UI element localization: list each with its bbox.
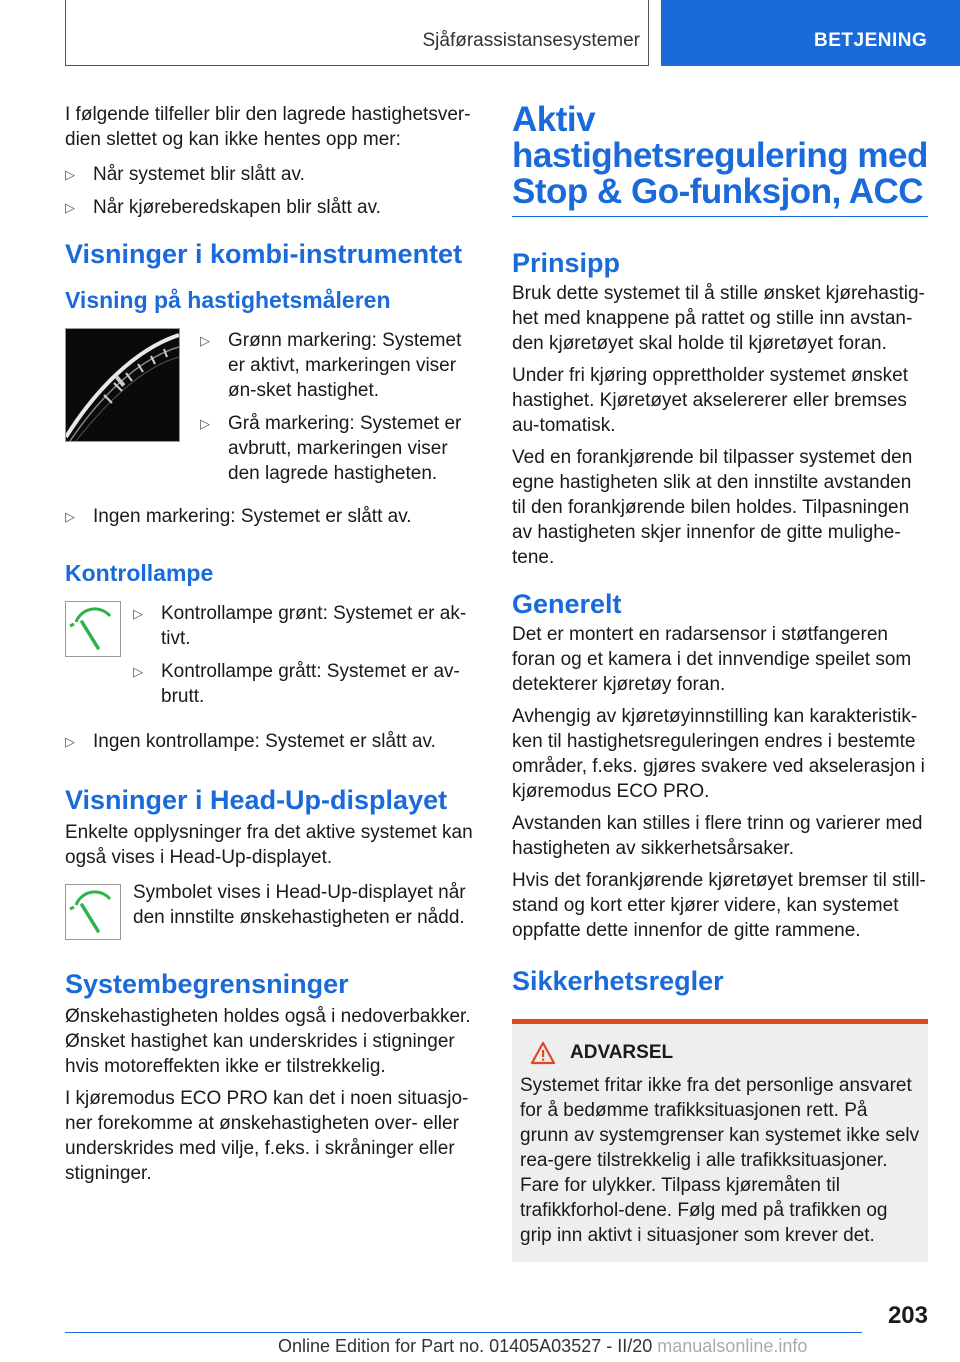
left-column: [65, 102, 477, 1193]
general-heading: Generelt: [512, 589, 622, 619]
limits-paragraph-1: Ønskehastigheten holdes også i nedoverbakker. Ønsket hastighet kan underskrides i stigninger hvis motoreffekten ikke er tilstrekkelig.: [65, 1006, 471, 1077]
footer-edition: Online Edition for Part no. 01405A03527 - II/20: [278, 1336, 653, 1356]
list-item: ▷ Grønn markering: Systemet er aktivt, markeringen viser øn-sket hastighet.: [200, 328, 477, 403]
speedometer-image: [65, 328, 180, 442]
lamp-heading: Kontrollampe: [65, 560, 214, 586]
intro-paragraph: I følgende tilfeller blir den lagrede hastighetsver-dien slettet og kan ikke hentes opp mer:: [65, 104, 471, 150]
principle-heading: Prinsipp: [512, 248, 621, 278]
list-item: ▷ Kontrollampe grått: Systemet er av-brutt.: [133, 659, 477, 709]
section-title: Sjåførassistansesystemer: [422, 30, 640, 51]
page-number: 203: [887, 1302, 928, 1329]
acc-hud-symbol-icon: [66, 885, 120, 939]
hud-symbol-text: Symbolet vises i Head-Up-displayet når den innstilte ønskehastigheten er nådd.: [133, 882, 466, 928]
list-item: ▷ Når kjøreberedskapen blir slått av.: [65, 195, 477, 220]
right-column: [512, 102, 928, 1262]
principle-paragraph-1: Bruk dette systemet til å stille ønsket kjørehastig-het med knappene på rattet og stille inn avstan-den kjøretøyet skal holde til kjøretøyet foran.: [512, 283, 925, 354]
limits-paragraph-2: I kjøremodus ECO PRO kan det i noen situasjo-ner forekomme at ønskehastigheten over- eller underskrides med vilje, f.eks. i skråninger eller stigninger.: [65, 1088, 469, 1184]
list-item: ▷ Grå markering: Systemet er avbrutt, markeringen viser den lagrede hastigheten.: [200, 411, 477, 486]
hud-row: [65, 880, 477, 940]
acc-green-lamp-icon: [66, 602, 120, 656]
general-paragraph-2: Avhengig av kjøretøyinnstilling kan karakteristik-ken til hastighetsreguleringen endres i bestemte områder, f.eks. gjøres svakere ved akselerasjon i kjøremodus ECO PRO.: [512, 706, 925, 802]
speedo-row: [65, 328, 477, 494]
chapter-tab-label: BETJENING: [814, 30, 928, 51]
general-paragraph-1: Det er montert en radarsensor i støtfangeren foran og et kamera i det innvendige speilet som detekterer kjøretøy foran.: [512, 624, 912, 695]
kombi-heading: Visninger i kombi-instrumentet: [65, 239, 463, 269]
footer-divider: [65, 1332, 862, 1333]
hud-paragraph: Enkelte opplysninger fra det aktive systemet kan også vises i Head-Up-displayet.: [65, 822, 473, 868]
hud-symbol-image: [65, 884, 121, 940]
warning-title-label: ADVARSEL: [570, 1042, 674, 1063]
warning-triangle-icon: [530, 1041, 556, 1065]
principle-paragraph-2: Under fri kjøring opprettholder systemet ønsket hastighet. Kjøretøyet akselererer eller bremses au-tomatisk.: [512, 365, 908, 436]
list-item: ▷ Når systemet blir slått av.: [65, 162, 477, 187]
list-item: ▷ Kontrollampe grønt: Systemet er ak-tivt.: [133, 601, 477, 651]
general-paragraph-3: Avstanden kan stilles i flere trinn og varierer med hastigheten av sikkerhetsårsaker.: [512, 813, 923, 859]
footer-brand: manualsonline.info: [657, 1336, 808, 1356]
page-title: Aktiv hastighetsregulering med Stop & Go-funksjon, ACC: [512, 102, 928, 217]
list-item: ▷ Ingen markering: Systemet er slått av.: [65, 504, 477, 529]
list-item: ▷ Ingen kontrollampe: Systemet er slått av.: [65, 729, 477, 754]
principle-paragraph-3: Ved en forankjørende bil tilpasser systemet den egne hastigheten slik at den innstilte avstanden til den forankjørende bilen holdes. Tilpasningen av hastigheten skjer innenfor de gitte mulighe-tene.: [512, 447, 913, 568]
warning-box: [512, 1019, 928, 1262]
lamp-row: [65, 601, 477, 717]
lamp-image: [65, 601, 121, 657]
safety-heading: Sikkerhetsregler: [512, 966, 724, 996]
limits-heading: Systembegrensninger: [65, 969, 349, 999]
header-box: [65, 0, 649, 66]
warning-title: [530, 1040, 920, 1065]
warning-text: Systemet fritar ikke fra det personlige ansvaret for å bedømme trafikksituasjonen rett. På grunn av systemgrenser kan systemet ikke selv rea-gere tilstrekkelig i alle trafikksituasjoner. Fare for ulykker. Tilpass kjøremåten til trafikkforhol-dene. Følg med på trafikken og grip inn aktivt i situasjoner som krever det.: [520, 1075, 920, 1246]
speedometer-dial-icon: [66, 329, 179, 441]
footer-text: [278, 1336, 807, 1357]
speedo-heading: Visning på hastighetsmåleren: [65, 287, 391, 313]
general-paragraph-4: Hvis det forankjørende kjøretøyet bremser til still-stand og kort etter kjører videre, kan systemet oppfatte dette innenfor de gitte rammene.: [512, 870, 926, 941]
hud-heading: Visninger i Head-Up-displayet: [65, 785, 448, 815]
chapter-tab[interactable]: [661, 0, 960, 66]
